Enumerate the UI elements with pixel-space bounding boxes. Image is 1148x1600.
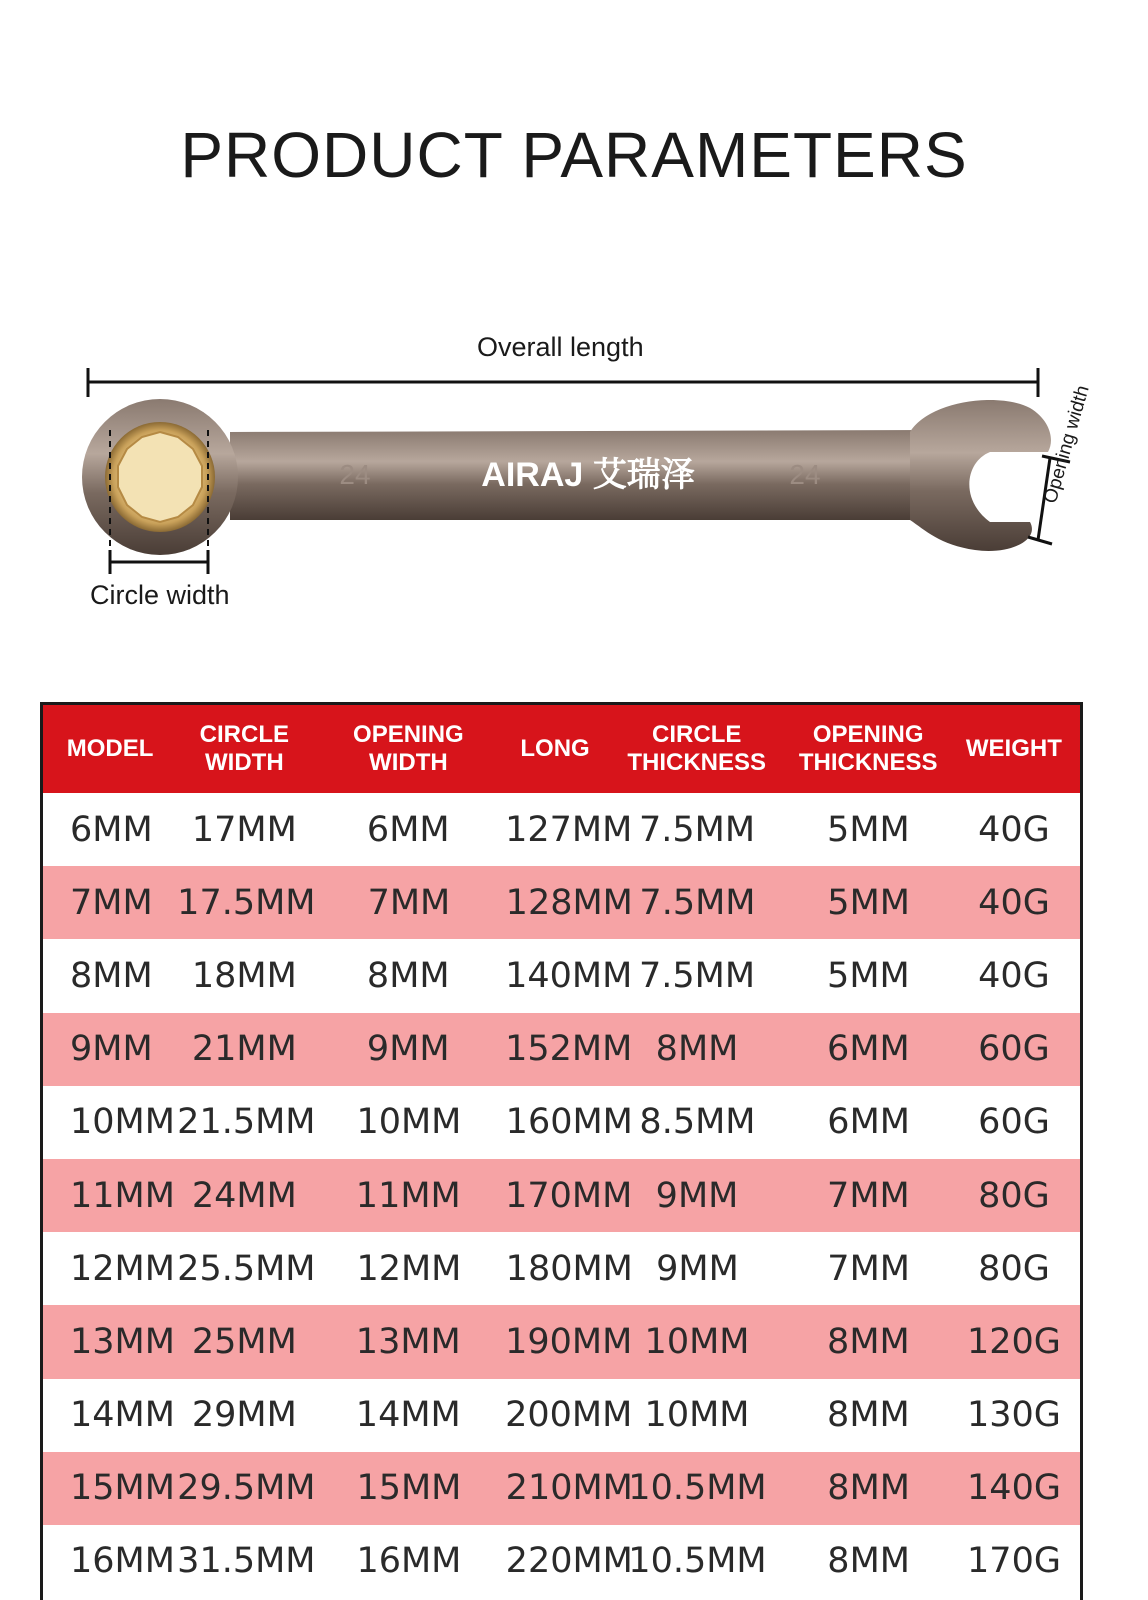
cell-opening-width: 13MM [355, 1321, 461, 1362]
cell-opening-width: 10MM [356, 1102, 462, 1143]
cell-circle-thickness: 7.5MM [638, 955, 756, 996]
circle-width-label: Circle width [90, 580, 230, 610]
cell-opening-width: 15MM [356, 1468, 462, 1509]
cell-long: 190MM [505, 1321, 633, 1362]
cell-opening-width: 6MM [366, 809, 450, 850]
cell-long: 128MM [505, 882, 633, 923]
cell-circle-width: 17.5MM [177, 882, 316, 923]
cell-circle-thickness: 10.5MM [628, 1541, 767, 1582]
cell-long: 220MM [505, 1541, 633, 1582]
header-opening-thickness-line: OPENING [812, 721, 924, 748]
cell-weight: 140G [967, 1468, 1061, 1509]
cell-model: 13MM [70, 1321, 175, 1362]
cell-opening-width: 11MM [355, 1175, 461, 1216]
header-model-line: MODEL [66, 735, 154, 762]
cell-weight: 60G [978, 1102, 1050, 1143]
cell-opening-thickness: 7MM [827, 1248, 910, 1289]
cell-weight: 80G [978, 1248, 1050, 1289]
cell-model: 8MM [70, 955, 153, 996]
cell-circle-width: 21MM [191, 1029, 297, 1070]
cell-long: 210MM [505, 1468, 633, 1509]
header-circle-thickness-line: THICKNESS [627, 749, 767, 776]
ring-socket [118, 432, 202, 522]
cell-model: 9MM [70, 1029, 153, 1070]
cell-opening-thickness: 6MM [827, 1029, 910, 1070]
cell-circle-thickness: 8.5MM [639, 1102, 756, 1143]
table-row [43, 1013, 1080, 1086]
cell-long: 127MM [505, 809, 633, 850]
cell-circle-thickness: 10.5MM [628, 1468, 767, 1509]
header-opening-width-line: OPENING [353, 721, 464, 748]
header-model [43, 735, 177, 763]
cell-circle-width: 21.5MM [177, 1102, 316, 1143]
cell-circle-thickness: 10MM [644, 1395, 750, 1436]
cell-opening-thickness: 5MM [827, 882, 910, 923]
cell-long: 140MM [505, 955, 633, 996]
cell-circle-thickness: 9MM [655, 1175, 739, 1216]
cell-model: 7MM [70, 882, 153, 923]
cell-circle-width: 29MM [191, 1395, 297, 1436]
cell-opening-thickness: 5MM [827, 955, 910, 996]
cell-model: 16MM [70, 1541, 175, 1582]
open-end [910, 400, 1051, 551]
size-mark-left: 24 [339, 459, 371, 490]
cell-opening-thickness: 7MM [827, 1175, 910, 1216]
cell-weight: 130G [966, 1395, 1061, 1436]
overall-length-dimension [88, 368, 1038, 397]
cell-opening-width: 8MM [366, 955, 450, 996]
cell-weight: 40G [978, 882, 1050, 923]
cell-opening-thickness: 8MM [827, 1321, 910, 1362]
header-weight [948, 735, 1080, 763]
cell-circle-width: 24MM [191, 1175, 297, 1216]
table-row [43, 1379, 1080, 1452]
cell-circle-width: 18MM [191, 955, 297, 996]
cell-opening-thickness: 8MM [827, 1395, 910, 1436]
spec-table [40, 702, 1083, 1600]
header-opening-thickness [789, 721, 948, 777]
cell-opening-width: 16MM [356, 1541, 462, 1582]
table-row [43, 1232, 1080, 1305]
cell-opening-width: 7MM [367, 882, 451, 923]
cell-model: 12MM [70, 1248, 175, 1289]
cell-weight: 120G [966, 1321, 1061, 1362]
cell-circle-width: 17MM [191, 809, 297, 850]
header-long [505, 735, 604, 763]
table-header [43, 705, 1080, 793]
cell-circle-thickness: 10MM [644, 1321, 750, 1362]
cell-circle-width: 25MM [191, 1321, 297, 1362]
cell-opening-width: 12MM [356, 1248, 462, 1289]
cell-long: 152MM [505, 1029, 633, 1070]
header-circle-width-line: CIRCLE [199, 721, 289, 748]
cell-circle-thickness: 9MM [656, 1248, 739, 1289]
cell-opening-width: 9MM [366, 1029, 450, 1070]
cell-circle-width: 31.5MM [177, 1541, 316, 1582]
header-circle-thickness [605, 721, 789, 777]
cell-weight: 80G [978, 1175, 1050, 1216]
cell-model: 14MM [70, 1395, 175, 1436]
table-row [43, 1452, 1080, 1525]
header-circle-width-line: WIDTH [205, 749, 284, 776]
cell-long: 170MM [505, 1175, 633, 1216]
cell-circle-thickness: 7.5MM [639, 882, 756, 923]
cell-model: 11MM [70, 1175, 175, 1216]
cell-opening-width: 14MM [355, 1395, 461, 1436]
cell-model: 6MM [70, 809, 153, 850]
cell-long: 160MM [505, 1102, 633, 1143]
header-weight-line: WEIGHT [965, 735, 1062, 762]
cell-circle-thickness: 8MM [655, 1029, 739, 1070]
cell-weight: 40G [978, 955, 1050, 996]
cell-long: 200MM [505, 1395, 633, 1436]
header-circle-thickness-line: CIRCLE [652, 721, 742, 748]
overall-length-label: Overall length [477, 332, 644, 362]
table-row [43, 1305, 1080, 1378]
wrench-diagram [0, 320, 1148, 620]
table-row [43, 1086, 1080, 1159]
cell-opening-thickness: 8MM [827, 1468, 910, 1509]
cell-opening-thickness: 6MM [827, 1102, 910, 1143]
page-title: PRODUCT PARAMETERS [180, 119, 968, 191]
cell-long: 180MM [505, 1248, 633, 1289]
brand-mark: AIRAJ 艾瑞泽 [481, 456, 695, 494]
cell-circle-width: 25.5MM [177, 1248, 316, 1289]
cell-opening-thickness: 5MM [827, 809, 910, 850]
header-opening-width-line: WIDTH [369, 749, 448, 776]
table-row [43, 939, 1080, 1012]
opening-width-label: Opening width [1040, 383, 1094, 506]
header-opening-thickness-line: THICKNESS [798, 749, 938, 776]
table-row [43, 866, 1080, 939]
cell-circle-thickness: 7.5MM [638, 809, 756, 850]
header-long-line: LONG [520, 735, 590, 762]
table-body [43, 793, 1080, 1598]
header-opening-width [311, 721, 505, 777]
cell-weight: 60G [978, 1029, 1050, 1070]
cell-opening-thickness: 8MM [827, 1541, 910, 1582]
cell-weight: 170G [967, 1541, 1061, 1582]
table-row [43, 1159, 1080, 1232]
table-row [43, 1525, 1080, 1598]
header-circle-width [177, 721, 311, 777]
size-mark-right: 24 [789, 459, 821, 490]
cell-model: 15MM [70, 1468, 175, 1509]
table-row [43, 793, 1080, 866]
cell-circle-width: 29.5MM [177, 1468, 316, 1509]
cell-model: 10MM [70, 1102, 175, 1143]
cell-weight: 40G [978, 809, 1050, 850]
